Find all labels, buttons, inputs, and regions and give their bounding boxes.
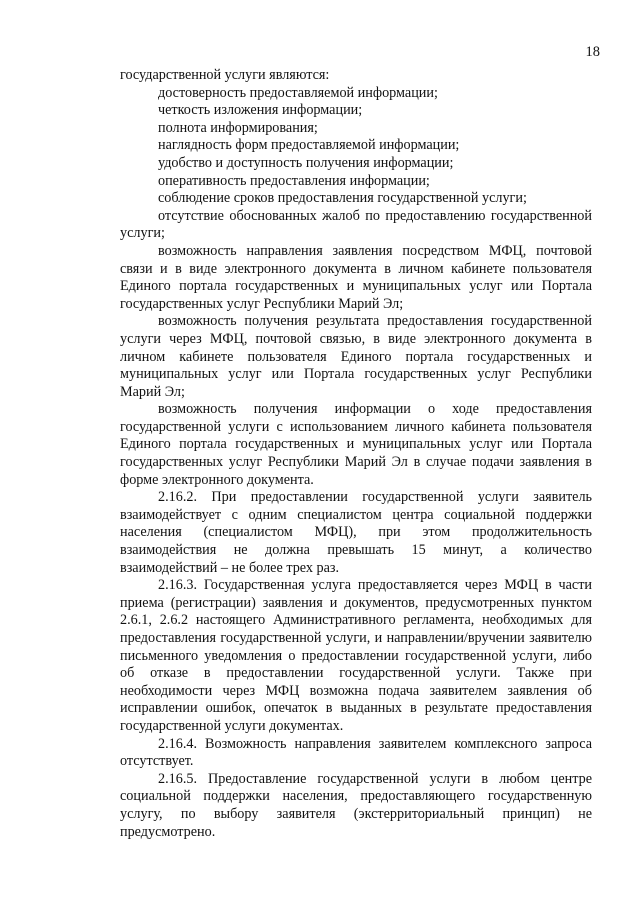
list-item: отсутствие обоснованных жалоб по предоставлению государственной услуги; [120,207,592,242]
list-item: оперативность предоставления информации; [158,172,430,189]
list-item: возможность получения информации о ходе предоставления государственной услуги с использованием личного кабинета пользователя Единого портала государственных и муниципальных услуг или Портала государственных услуг Республики Марий Эл в случае подачи заявления в форме электронного документа. [120,401,592,488]
page-number: 18 [585,44,600,60]
list-item: наглядность форм предоставляемой информации; [158,137,460,154]
section-paragraph: 2.16.4. Возможность направления заявителем комплексного запроса отсутствует. [120,735,592,770]
section-paragraph: 2.16.5. Предоставление государственной услуги в любом центре социальной поддержки населения, предоставляющего государственную услугу, по выбору заявителя (экстерриториальный принцип) не предусмотрено. [120,770,592,840]
list-item: достоверность предоставляемой информации; [158,84,438,101]
list-item: возможность получения результата предоставления государственной услуги через МФЦ, почтовой связью, в виде электронного документа в личном кабинете пользователя Единого портала государственных и муниципальных услуг или Портала государственных услуг Республики Марий Эл; [120,313,592,400]
list-item: возможность направления заявления посредством МФЦ, почтовой связи и в виде электронного документа в личном кабинете пользователя Единого портала государственных и муниципальных услуг или Портала государственных услуг Республики Марий Эл; [120,242,592,312]
section-paragraph: 2.16.2. При предоставлении государственной услуги заявитель взаимодействует с одним специалистом центра социальной поддержки населения (специалистом МФЦ), при этом продолжительность взаимодействия не должна превышать 15 минут, а количество взаимодействий – не более трех раз. [120,489,592,576]
list-item: удобство и доступность получения информации; [158,154,454,171]
list-item: соблюдение сроков предоставления государственной услуги; [158,190,527,207]
document-body [120,67,592,841]
section-paragraph: 2.16.3. Государственная услуга предоставляется через МФЦ в части приема (регистрации) заявления и документов, предусмотренных пунктом 2.6.1, 2.6.2 настоящего Административного регламента, необходимых для предоставления государственной услуги, и направлении/вручении заявителю письменного уведомления о предоставлении государственной услуги, либо об отказе в предоставлении государственной услуги. Также при необходимости через МФЦ возможна подача заявителем заявления об исправлении ошибок, опечаток в выданных в результате предоставления государственной услуги документах. [120,577,592,734]
list-item: полнота информирования; [158,119,318,136]
paragraph: государственной услуги являются: [120,67,330,83]
list-item: четкость изложения информации; [158,102,363,119]
